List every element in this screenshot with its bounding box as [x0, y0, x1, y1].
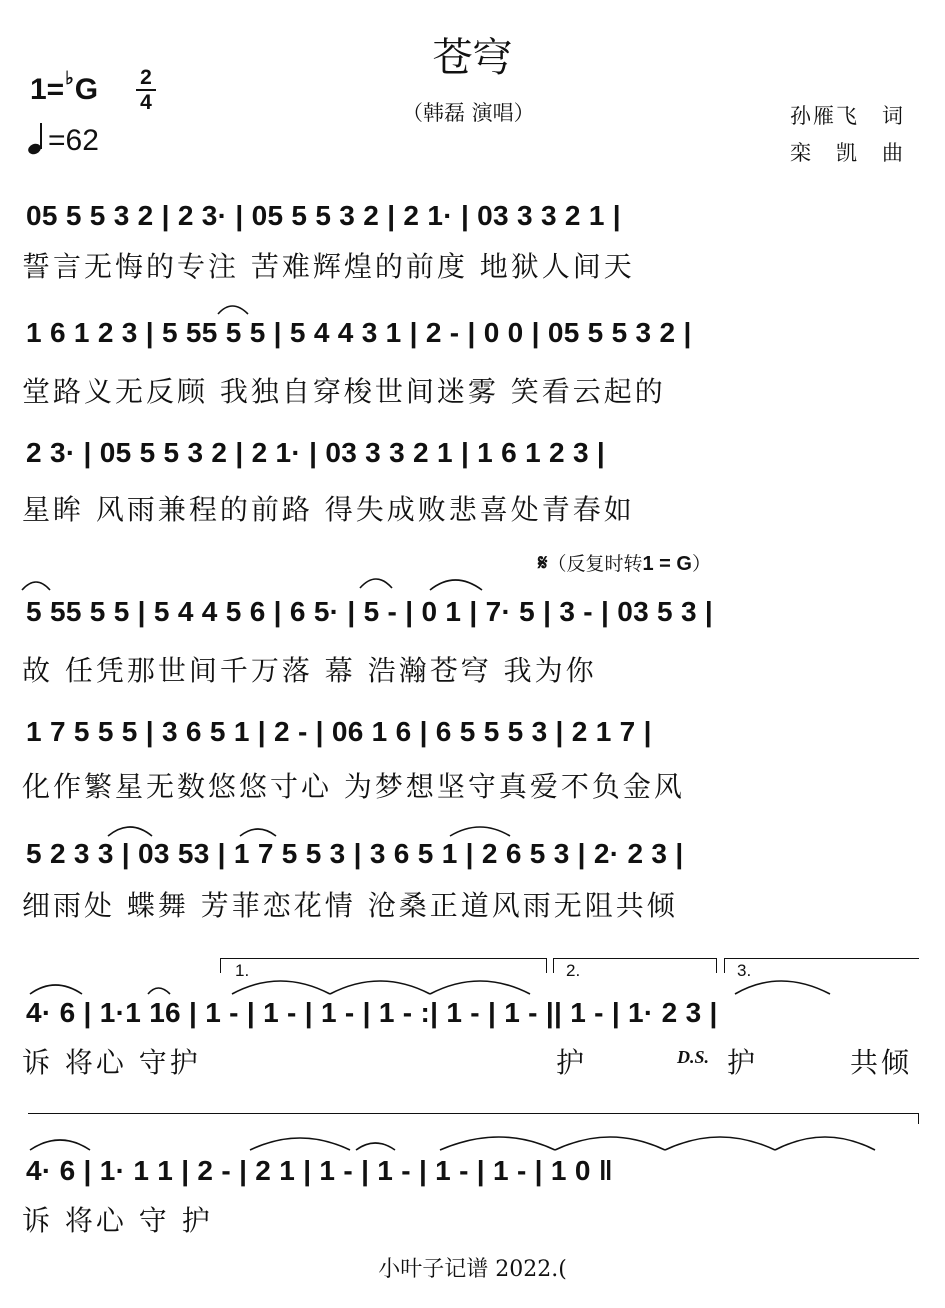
notation-line-8: 4· 6 | 1· 1 1 | 2 - | 2 1 | 1 - | 1 - | 1 - | 1 - | 1 0 ‖ — [26, 1155, 614, 1186]
lyrics-line-5: 化作繁星无数悠悠寸心 为梦想坚守真爱不负金风 — [22, 770, 685, 803]
slur-mark — [430, 580, 482, 590]
singer-credit: （韩磊 演唱） — [402, 101, 535, 125]
slur-mark — [450, 827, 510, 836]
slur-mark — [440, 1137, 555, 1150]
lyrics-line-3: 星眸 风雨兼程的前路 得失成败悲喜处青春如 — [22, 493, 635, 526]
slur-mark — [775, 1137, 875, 1150]
notation-line-1: 05 5 5 3 2 | 2 3· | 05 5 5 3 2 | 2 1· | 03 3 3 2 1 | — [26, 200, 621, 231]
repeat-note: （反复时转 — [547, 553, 643, 575]
transcriber-footer: 小叶子记谱 2022.( — [378, 1257, 567, 1282]
repeat-key: 1 = G — [642, 553, 692, 575]
song-title: 苍穹 — [432, 35, 513, 81]
tempo-value: =62 — [48, 124, 99, 157]
composer-credit: 栾 凯 曲 — [790, 141, 905, 165]
key-prefix: 1= — [30, 73, 65, 106]
slur-mark — [30, 985, 82, 994]
notation-line-7: 4· 6 | 1·1 16 | 1 - | 1 - | 1 - | 1 - :| 1 - | 1 - || 1 - | 1· 2 3 | — [26, 997, 718, 1028]
slur-mark — [148, 988, 170, 994]
notation-line-6: 5 2 3 3 | 03 53 | 1 7 5 5 3 | 3 6 5 1 | 2 6 5 3 | 2· 2 3 | — [26, 838, 684, 869]
ending-label-1: 1. — [235, 961, 250, 980]
slur-mark — [22, 582, 50, 590]
key-note: G — [74, 73, 99, 106]
lyrics-line-7: 诉 将心 守护 — [22, 1046, 201, 1079]
slur-mark — [108, 827, 152, 836]
slur-mark — [430, 981, 530, 994]
lyricist-credit: 孙雁飞 词 — [790, 104, 905, 128]
slur-mark — [250, 1138, 350, 1150]
notation-line-3: 2 3· | 05 5 5 3 2 | 2 1· | 03 3 3 2 1 | 1 6 1 2 3 | — [26, 437, 606, 468]
slur-mark — [30, 1140, 90, 1150]
lyrics-line-2: 堂路义无反顾 我独自穿梭世间迷雾 笑看云起的 — [22, 375, 666, 408]
lyrics-ending-2: 护 — [556, 1046, 588, 1079]
slur-mark — [330, 981, 430, 994]
notation-line-2: 1 6 1 2 3 | 5 55 5 5 | 5 4 4 3 1 | 2 - | 0 0 | 05 5 5 3 2 | — [26, 317, 692, 348]
slur-mark — [555, 1137, 665, 1150]
lyrics-line-6: 细雨处 蝶舞 芳菲恋花情 沧桑正道风雨无阻共倾 — [22, 889, 678, 922]
time-bottom: 4 — [140, 91, 152, 114]
slur-mark — [360, 579, 392, 588]
time-top: 2 — [140, 66, 152, 89]
slur-mark — [665, 1137, 775, 1150]
ending-label-2: 2. — [566, 961, 581, 980]
flat-icon: ♭ — [65, 68, 74, 88]
slur-mark — [240, 829, 276, 836]
lyrics-line-1: 誓言无悔的专注 苦难辉煌的前度 地狱人间天 — [22, 250, 635, 283]
lyrics-line-8: 诉 将心 守 护 — [22, 1204, 213, 1237]
repeat-close: ） — [691, 553, 711, 575]
ds-marking: D.S. — [677, 1047, 710, 1067]
slur-mark — [356, 1143, 395, 1150]
slur-mark — [218, 306, 248, 314]
ending-label-3: 3. — [737, 961, 752, 980]
notation-line-4: 5 55 5 5 | 5 4 4 5 6 | 6 5· | 5 - | 0 1 | 7· 5 | 3 - | 03 5 3 | — [26, 596, 714, 627]
slur-mark — [735, 981, 830, 994]
lyrics-line-4: 故 任凭那世间千万落 幕 浩瀚苍穹 我为你 — [22, 654, 597, 687]
lyrics-ending-3-tail: 共倾 — [850, 1046, 913, 1079]
lyrics-ending-3: 护 — [727, 1046, 759, 1079]
notation-line-5: 1 7 5 5 5 | 3 6 5 1 | 2 - | 06 1 6 | 6 5 5 5 3 | 2 1 7 | — [26, 716, 652, 747]
segno-icon: 𝄋 — [538, 550, 548, 575]
slur-mark — [232, 981, 330, 994]
